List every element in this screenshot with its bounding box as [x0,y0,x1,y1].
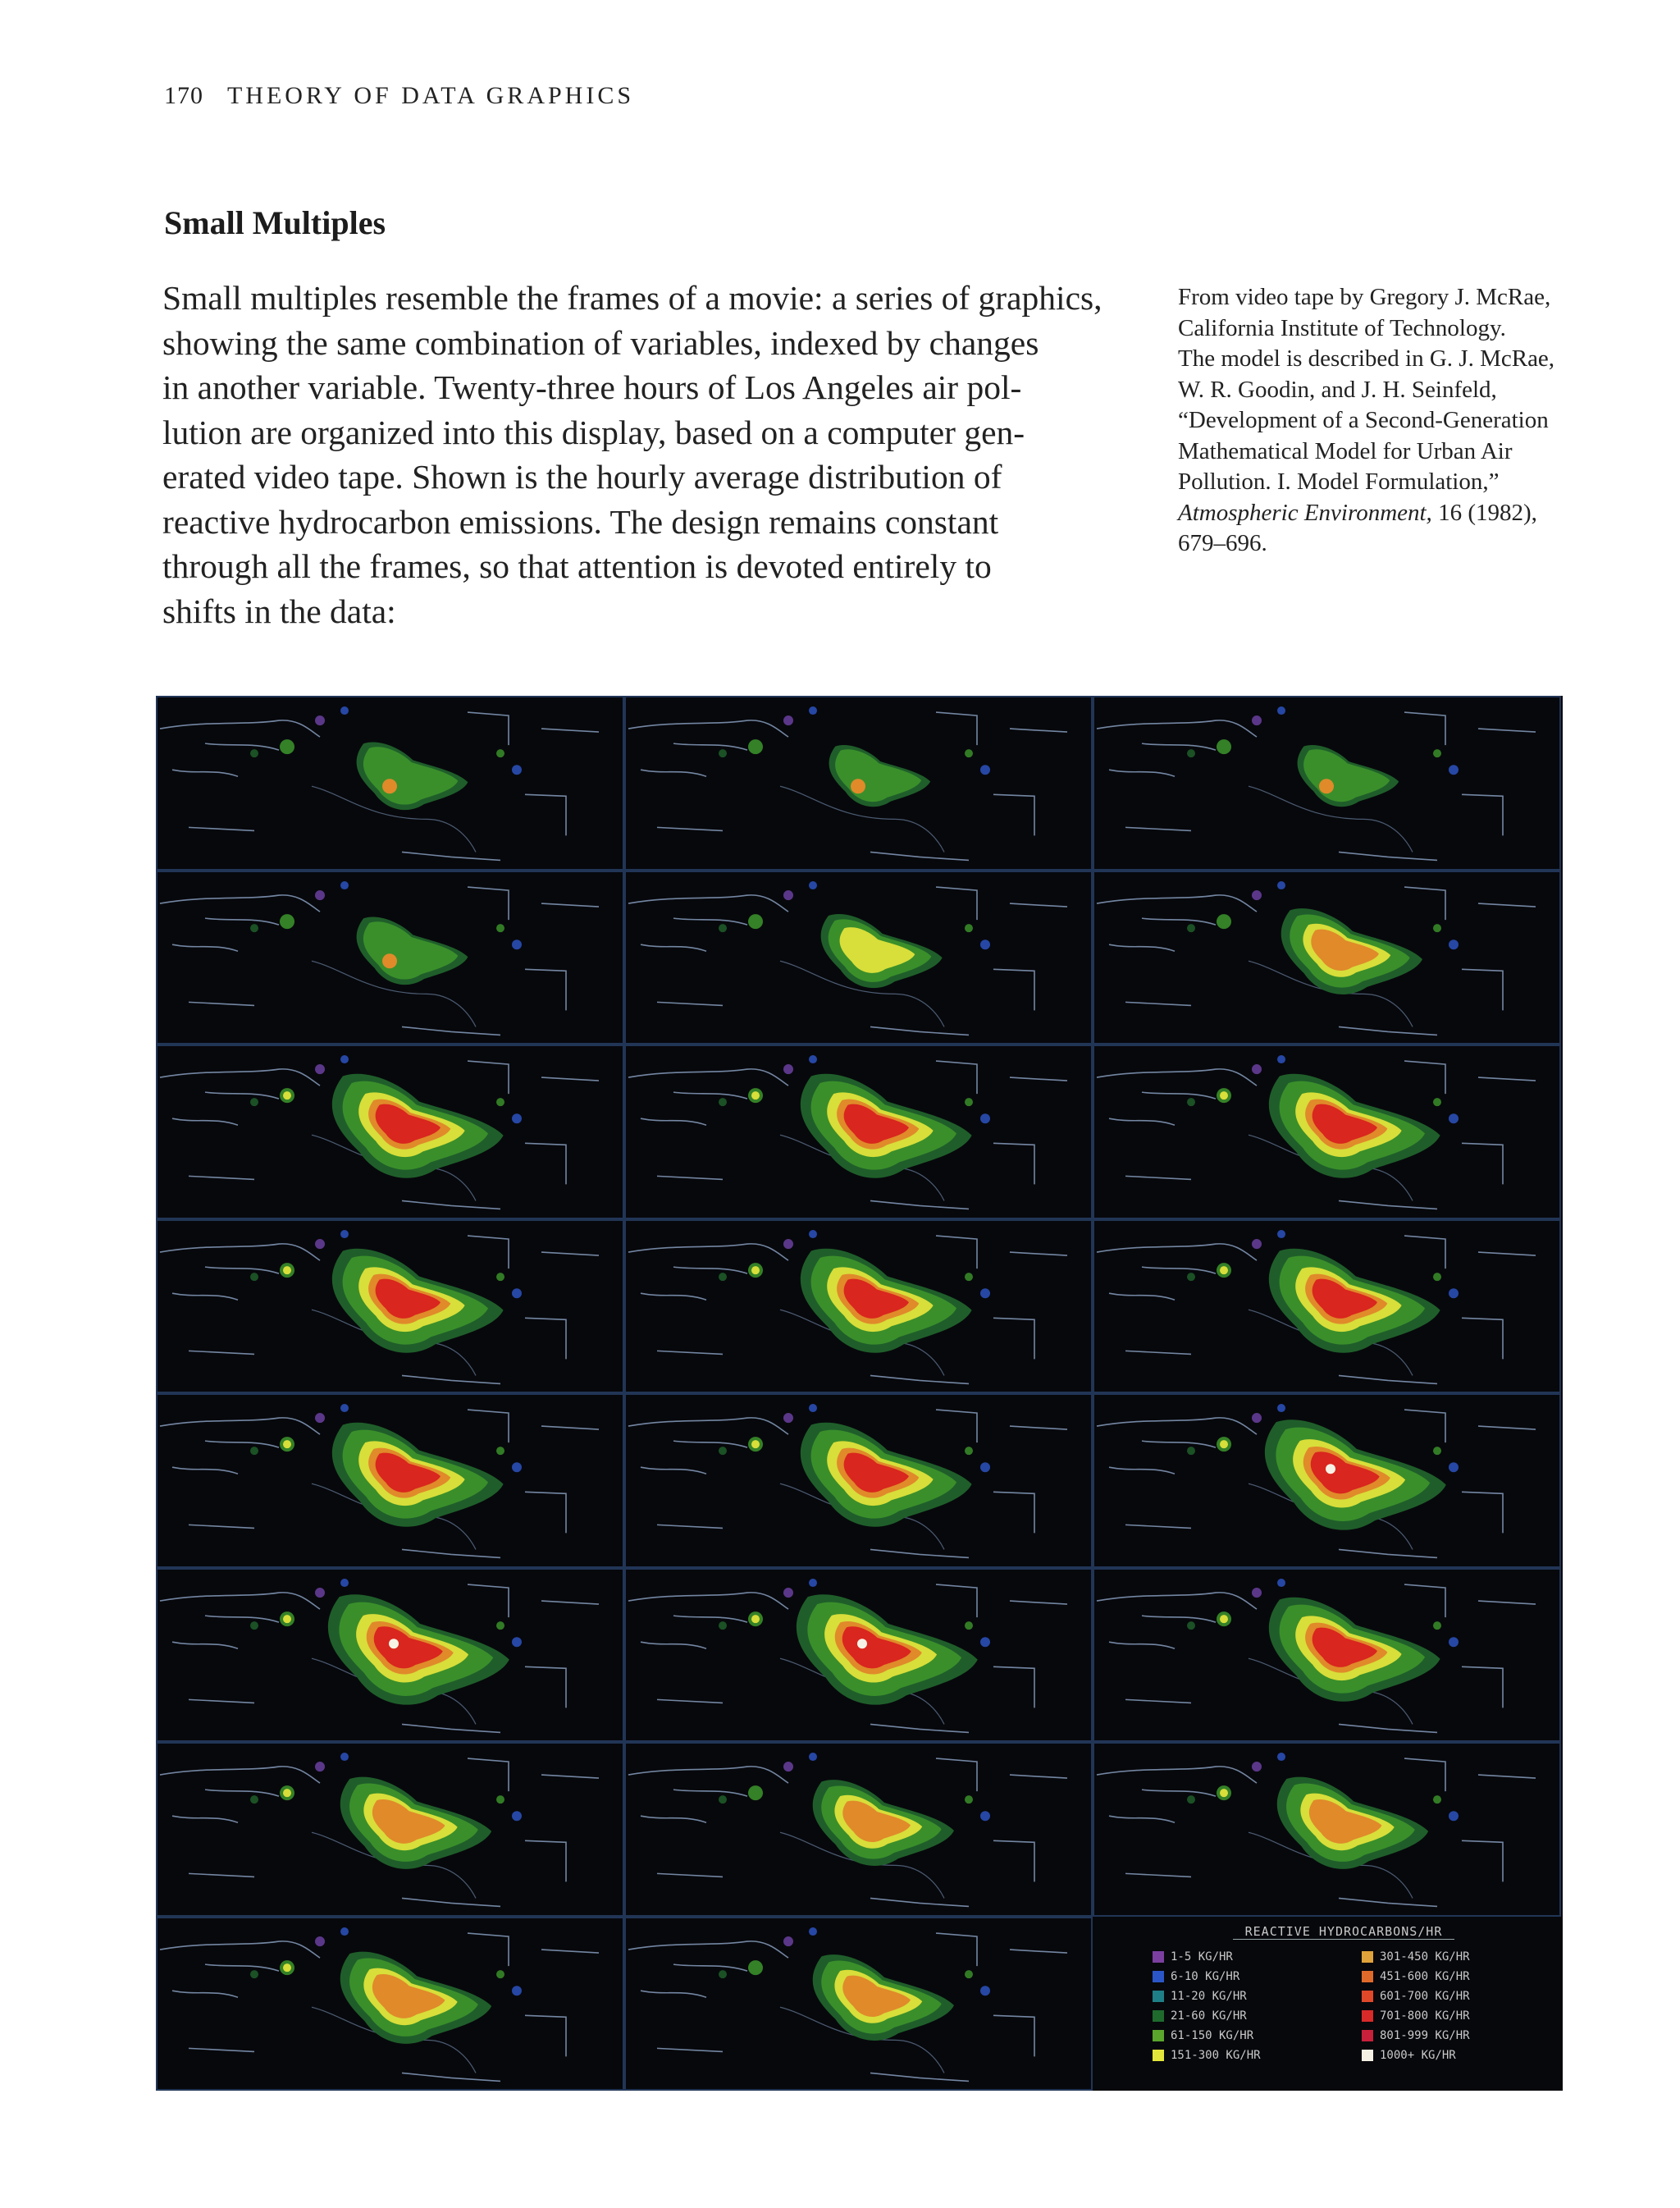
emission-spot [1187,1098,1195,1106]
emission-spot [809,881,817,889]
legend-column-right [1362,1947,1470,2065]
map-frame [1093,1045,1561,1219]
map-frame [1093,1742,1561,1917]
sidenote-line: From video tape by Gregory J. McRae, [1178,284,1551,310]
emission-spot [965,1621,973,1630]
emission-spot [980,1462,990,1472]
satellite-core [283,1440,291,1448]
emission-spot [783,1064,793,1074]
legend-label: 801-999 KG/HR [1380,2029,1470,2042]
emission-spot [496,1970,504,1978]
emission-spot [783,1936,793,1946]
emission-spot [980,765,990,775]
emission-spot [1449,939,1459,949]
emission-spot [250,1970,258,1978]
emission-spot [965,1795,973,1803]
emission-spot [1277,881,1285,889]
map-frame [624,1393,1093,1568]
legend-label: 451-600 KG/HR [1380,1970,1470,1983]
emission-spot [809,1927,817,1936]
emission-spot [719,1098,727,1106]
emission-spot [965,749,973,757]
satellite-source [1217,914,1231,929]
map-frame [624,871,1093,1045]
satellite-core [1220,1789,1228,1797]
map-frame-graphic [1093,696,1561,871]
emission-spot [250,924,258,932]
satellite-core [1220,1266,1228,1274]
map-frame-graphic [156,1045,624,1219]
emission-spot [783,890,793,900]
emission-spot [250,1621,258,1630]
satellite-source [748,739,763,754]
map-frame-graphic [1093,1568,1561,1743]
legend-label: 1000+ KG/HR [1380,2049,1456,2062]
emission-spot [965,1447,973,1455]
emission-spot [512,1637,522,1647]
emission-spot [1277,1404,1285,1412]
legend-label: 6-10 KG/HR [1171,1970,1240,1983]
emission-spot [250,1795,258,1803]
map-frame [156,871,624,1045]
citation-pages: 679–696. [1178,530,1267,556]
emission-spot [496,1795,504,1803]
map-frame [156,696,624,871]
legend-swatch [1362,2010,1373,2022]
emission-spot [250,749,258,757]
map-frame-graphic [624,1219,1093,1394]
emission-spot [1277,1055,1285,1063]
emission-spot [1277,706,1285,715]
map-frame-graphic [1093,1045,1561,1219]
emission-spot [1433,1447,1441,1455]
body-line: lution are organized into this display, based on a computer gen- [162,413,1025,451]
emission-spot [1449,1811,1459,1821]
emission-spot [512,1986,522,1995]
legend-label: 701-800 KG/HR [1380,2009,1470,2023]
legend-item [1362,1986,1470,2006]
plume-peak [857,1639,867,1648]
section-title: Small Multiples [164,204,386,241]
map-frame-graphic [1093,871,1561,1045]
map-frame-graphic [1093,1393,1561,1568]
emission-spot [980,939,990,949]
emission-spot [340,1230,349,1238]
emission-spot [1449,1637,1459,1647]
emission-spot [315,1413,325,1423]
satellite-source [1217,739,1231,754]
legend-item [1362,1967,1470,1986]
legend-item [1153,2006,1261,2026]
map-frame [1093,696,1561,871]
body-paragraph [162,276,1114,633]
legend-swatch [1153,1971,1164,1982]
map-frame [156,1393,624,1568]
emission-spot [1449,765,1459,775]
emission-spot [496,1273,504,1281]
emission-spot [1187,1795,1195,1803]
emission-spot [1433,924,1441,932]
body-line: in another variable. Twenty-three hours of Los Angeles air pol- [162,368,1022,406]
citation-volume: 16 (1982), [1431,499,1537,526]
satellite-core [751,1440,760,1448]
satellite-core [283,1789,291,1797]
map-frame [624,1568,1093,1743]
legend-swatch [1362,1951,1373,1963]
emission-spot [965,924,973,932]
emission-spot [315,1239,325,1249]
map-frame [1093,1393,1561,1568]
emission-spot [719,1447,727,1455]
emission-spot [315,1762,325,1771]
legend-swatch [1153,1951,1164,1963]
satellite-source [280,914,294,929]
map-frame [1093,871,1561,1045]
emission-spot [1187,1447,1195,1455]
emission-spot [496,1098,504,1106]
emission-spot [719,1273,727,1281]
legend-swatch [1153,2030,1164,2041]
emission-spot [1433,1621,1441,1630]
map-frame [1093,1568,1561,1743]
plume-peak [389,1639,399,1648]
emission-spot [315,1936,325,1946]
journal-name: Atmospheric Environment, [1178,499,1432,526]
legend-item [1153,2046,1261,2065]
emission-spot [1252,715,1262,725]
body-line: shifts in the data: [162,592,396,630]
legend-item [1362,1947,1470,1967]
emission-spot [1449,1113,1459,1123]
legend-item [1153,1947,1261,1967]
sidenote-line: The model is described in G. J. McRae, [1178,345,1555,372]
satellite-core [751,1091,760,1099]
page-number: 170 [164,82,203,109]
satellite-core [751,1615,760,1623]
emission-spot [965,1098,973,1106]
emission-spot [809,1579,817,1587]
emission-spot [496,1447,504,1455]
running-head [164,82,634,110]
emission-spot [719,1621,727,1630]
map-frame-graphic [156,1393,624,1568]
emission-spot [496,1621,504,1630]
small-multiples-figure [156,696,1563,2091]
emission-spot [719,1795,727,1803]
plume-core [1319,779,1334,793]
emission-spot [783,715,793,725]
emission-spot [965,1970,973,1978]
map-frame-graphic [156,1568,624,1743]
satellite-core [1220,1440,1228,1448]
legend-label: 601-700 KG/HR [1380,1990,1470,2003]
emission-spot [512,1113,522,1123]
emission-spot [496,749,504,757]
map-frame [156,1742,624,1917]
emission-spot [1433,1795,1441,1803]
emission-spot [340,1927,349,1936]
emission-spot [250,1098,258,1106]
sidenote-line: Pollution. I. Model Formulation,” [1178,469,1500,495]
legend-swatch [1153,2050,1164,2061]
satellite-source [748,1785,763,1800]
emission-spot [1187,1621,1195,1630]
emission-spot [1449,1288,1459,1298]
emission-spot [783,1588,793,1598]
plume-core [382,953,397,968]
map-frame [624,1045,1093,1219]
emission-spot [250,1447,258,1455]
sidenote-line: California Institute of Technology. [1178,314,1506,341]
emission-spot [1252,1413,1262,1423]
emission-spot [809,1753,817,1761]
satellite-source [748,1960,763,1975]
map-frame-graphic [1093,1219,1561,1394]
legend-label: 1-5 KG/HR [1171,1950,1233,1963]
map-frame-graphic [156,1742,624,1917]
legend-swatch [1153,2010,1164,2022]
emission-spot [340,881,349,889]
legend-label: 301-450 KG/HR [1380,1950,1470,1963]
emission-spot [512,1288,522,1298]
emission-spot [340,1055,349,1063]
emission-spot [980,1811,990,1821]
map-frame [1093,1219,1561,1394]
emission-spot [809,1404,817,1412]
legend-swatch [1362,1971,1373,1982]
emission-spot [512,1462,522,1472]
emission-spot [809,706,817,715]
map-frame [156,1045,624,1219]
emission-spot [315,1064,325,1074]
legend [1153,1922,1563,2091]
emission-spot [1277,1230,1285,1238]
emission-spot [980,1986,990,1995]
emission-spot [340,1579,349,1587]
emission-spot [783,1239,793,1249]
satellite-source [280,739,294,754]
satellite-core [283,1266,291,1274]
emission-spot [1187,749,1195,757]
map-frame-graphic [156,1219,624,1394]
satellite-source [748,914,763,929]
emission-spot [340,706,349,715]
map-frame-graphic [624,1045,1093,1219]
legend-swatch [1362,2030,1373,2041]
emission-spot [496,924,504,932]
satellite-core [1220,1091,1228,1099]
sidenote-line: “Development of a Second-Generation [1178,407,1549,433]
emission-spot [980,1637,990,1647]
satellite-core [751,1266,760,1274]
satellite-core [283,1963,291,1972]
emission-spot [1433,1098,1441,1106]
map-frame [624,696,1093,871]
map-frame-graphic [156,1917,624,2091]
map-frame-graphic [624,696,1093,871]
emission-spot [965,1273,973,1281]
emission-spot [719,924,727,932]
emission-spot [340,1404,349,1412]
emission-spot [1187,924,1195,932]
map-frame [624,1219,1093,1394]
emission-spot [1277,1579,1285,1587]
legend-label: 21-60 KG/HR [1171,2009,1247,2023]
body-line: erated video tape. Shown is the hourly average distribution of [162,458,1002,496]
plume-core [851,779,865,793]
emission-spot [783,1762,793,1771]
satellite-core [283,1615,291,1623]
sidenote-line: Mathematical Model for Urban Air [1178,437,1513,464]
emission-spot [1277,1753,1285,1761]
map-frame-graphic [624,1568,1093,1743]
map-frame-graphic [1093,1742,1561,1917]
map-frame [156,1568,624,1743]
satellite-core [283,1091,291,1099]
emission-spot [315,890,325,900]
legend-swatch [1362,2050,1373,2061]
emission-spot [980,1288,990,1298]
body-line: through all the frames, so that attention is devoted entirely to [162,547,992,585]
emission-spot [1252,1064,1262,1074]
emission-spot [1433,749,1441,757]
plume-peak [1326,1464,1335,1474]
map-frame-graphic [624,871,1093,1045]
map-frame-graphic [156,871,624,1045]
emission-spot [719,1970,727,1978]
legend-label: 151-300 KG/HR [1171,2049,1261,2062]
legend-label: 61-150 KG/HR [1171,2029,1254,2042]
map-frame-graphic [624,1917,1093,2091]
emission-spot [315,1588,325,1598]
legend-swatch [1153,1991,1164,2002]
body-line: Small multiples resemble the frames of a movie: a series of graphics, [162,279,1102,317]
satellite-core [1220,1615,1228,1623]
emission-spot [512,765,522,775]
running-head-title: THEORY OF DATA GRAPHICS [226,82,635,109]
legend-item [1362,2026,1470,2046]
map-frame-graphic [624,1742,1093,1917]
emission-spot [809,1055,817,1063]
emission-spot [512,1811,522,1821]
emission-spot [512,939,522,949]
body-line: reactive hydrocarbon emissions. The design remains constant [162,502,999,541]
emission-spot [1433,1273,1441,1281]
emission-spot [1252,890,1262,900]
legend-swatch [1362,1991,1373,2002]
map-frame [624,1742,1093,1917]
map-frame [624,1917,1093,2091]
map-frame-graphic [156,696,624,871]
legend-item [1362,2046,1470,2065]
frames-grid [156,696,1563,2091]
legend-label: 11-20 KG/HR [1171,1990,1247,2003]
legend-item [1153,1967,1261,1986]
emission-spot [1252,1588,1262,1598]
emission-spot [809,1230,817,1238]
emission-spot [1252,1762,1262,1771]
map-frame [156,1219,624,1394]
emission-spot [340,1753,349,1761]
map-frame [156,1917,624,2091]
legend-item [1362,2006,1470,2026]
emission-spot [980,1113,990,1123]
legend-title: REACTIVE HYDROCARBONS/HR [1233,1924,1454,1940]
emission-spot [1449,1462,1459,1472]
emission-spot [719,749,727,757]
legend-item [1153,1986,1261,2006]
legend-column-left [1153,1947,1261,2065]
emission-spot [1252,1239,1262,1249]
sidenote-citation [1178,282,1637,560]
sidenote-line: W. R. Goodin, and J. H. Seinfeld, [1178,376,1497,403]
map-frame-graphic [624,1393,1093,1568]
emission-spot [315,715,325,725]
plume-core [382,779,397,793]
emission-spot [1187,1273,1195,1281]
emission-spot [250,1273,258,1281]
emission-spot [783,1413,793,1423]
legend-item [1153,2026,1261,2046]
body-line: showing the same combination of variables, indexed by changes [162,323,1039,362]
